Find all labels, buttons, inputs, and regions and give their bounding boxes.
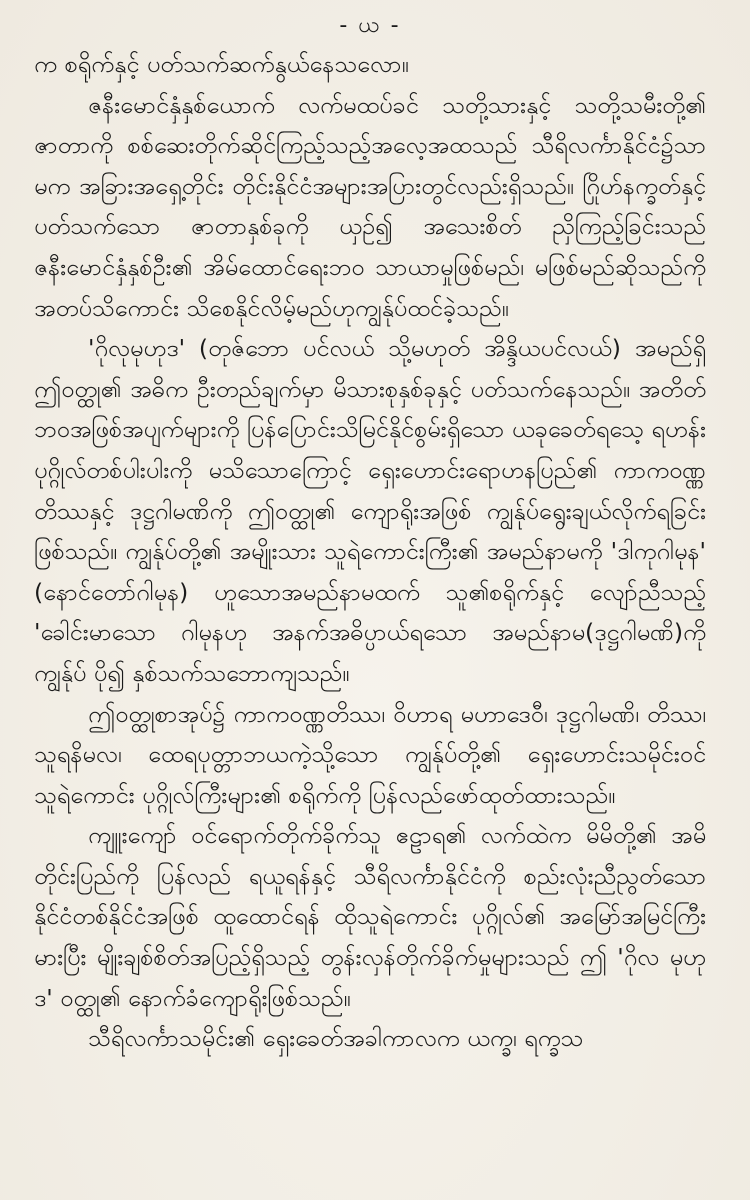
paragraph-heroes: ဤဝတ္ထုစာအုပ်၌ ကာကဝဏ္ဏတိဿ၊ ဝိဟာရ မဟာဒေဝီ၊ ဒုဋ္ဌဂါမဏိ၊ တိဿ၊ သူရနိမလ၊ ထေရပုတ္တာဘယကဲ့သို့သော ကျွန်ုပ်တို့၏ ရှေးဟောင်းသမိုင်းဝင် သူရဲကောင်း ပုဂ္ဂိုလ်ကြီးများ၏ စရိုက်ကို ပြန်လည်ဖော်ထုတ်ထားသည်။ <box>34 699 706 809</box>
page-number: - ယ - <box>339 13 401 38</box>
body-text <box>34 44 706 1059</box>
paragraph-continuation: က စရိုက်နှင့် ပတ်သက်ဆက်နွယ်နေသလော။ <box>34 50 409 78</box>
paragraph-novel-theme: 'ဂိုလုမုဟုဒ' (တုဇ်ဘော ပင်လယ် သို့မဟုတ် အိန္ဒိယပင်လယ်) အမည်ရှိ ဤဝတ္ထု၏ အဓိက ဦးတည်ချက်မှာ မိသားစုနှစ်ခုနှင့် ပတ်သက်နေသည်။ အတိတ်ဘဝအဖြစ်အပျက်များကို ပြန်ပြောင်းသိမြင်နိုင်စွမ်းရှိသော ယခုခေတ်ရသေ့ ရဟန်းပုဂ္ဂိုလ်တစ်ပါးပါးကို မသိသောကြောင့် ရှေးဟောင်းရောဟနပြည်၏ ကာကဝဏ္ဏတိဿနှင့် ဒုဋ္ဌဂါမဏိကို ဤဝတ္ထု၏ ကျောရိုးအဖြစ် ကျွန်ုပ်ရွေးချယ်လိုက်ရခြင်းဖြစ်သည်။ ကျွန်ုပ်တို့၏ အမျိုးသား သူရဲကောင်းကြီး၏ အမည်နာမကို 'ဒါကုဂါမုန' (နောင်တော်ဂါမုန) ဟူသောအမည်နာမထက် သူ၏စရိုက်နှင့် လျော်ညီသည့် 'ခေါင်းမာသော ဂါမုနဟု အနက်အဓိပ္ပာယ်ရသော အမည်နာမ(ဒုဋ္ဌဂါမဏိ)ကို ကျွန်ုပ် ပို၍ နှစ်သက်သဘောကျသည်။ <box>34 334 706 687</box>
paragraph-elara: ကျူးကျော် ဝင်ရောက်တိုက်ခိုက်သူ ဧဠာရ၏ လက်ထဲက မိမိတို့၏ အမိတိုင်းပြည်ကို ပြန်လည် ရယူရန်နှင့် သီရိလင်္ကာနိုင်ငံကို စည်းလုံးညီညွတ်သော နိုင်ငံတစ်နိုင်ငံအဖြစ် ထူထောင်ရန် ထိုသူရဲကောင်း ပုဂ္ဂိုလ်၏ အမြော်အမြင်ကြီးမားပြီး မျိုးချစ်စိတ်အပြည့်ရှိသည့် တွန်းလှန်တိုက်ခိုက်မှုများသည် ဤ 'ဂိုလ မုဟုဒ' ဝတ္ထု၏ နောက်ခံကျောရိုးဖြစ်သည်။ <box>34 821 706 1012</box>
paragraph-horoscope: ဇနီးမောင်နှံနှစ်ယောက် လက်မထပ်ခင် သတို့သားနှင့် သတို့သမီးတို့၏ ဇာတာကို စစ်ဆေးတိုက်ဆိုင်ကြည့်သည့်အလေ့အထသည် သီရိလင်္ကာနိုင်ငံ၌သာမက အခြားအရှေ့တိုင်း တိုင်းနိုင်ငံအများအပြားတွင်လည်းရှိသည်။ ဂြိုဟ်နက္ခတ်နှင့်ပတ်သက်သော ဇာတာနှစ်ခုကို ယှဉ်၍ အသေးစိတ် ညှိကြည့်ခြင်းသည် ဇနီးမောင်နှံနှစ်ဦး၏ အိမ်ထောင်ရေးဘဝ သာယာမှုဖြစ်မည်၊ မဖြစ်မည်ဆိုသည်ကို အတပ်သိကောင်း သိစေနိုင်လိမ့်မည်ဟုကျွန်ုပ်ထင်ခဲ့သည်။ <box>34 90 706 322</box>
paragraph-history: သီရိလင်္ကာသမိုင်း၏ ရှေးခေတ်အခါကာလက ယက္ခ၊ ရက္ခသ <box>88 1024 584 1053</box>
